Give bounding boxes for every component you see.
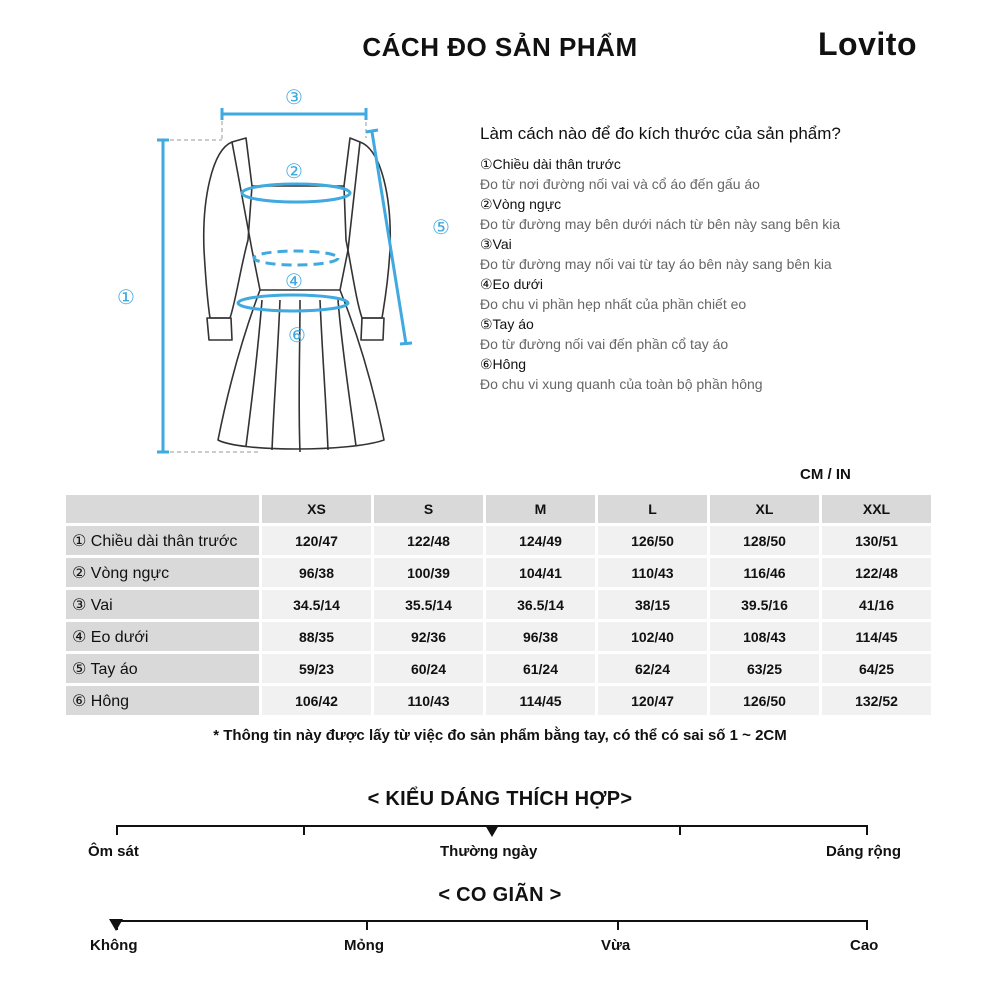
table-cell: 120/47: [262, 526, 371, 555]
label-4: ④: [285, 269, 303, 293]
table-cell: 130/51: [822, 526, 931, 555]
unit-label: CM / IN: [800, 466, 851, 483]
table-cell: 122/48: [822, 558, 931, 587]
table-cell: 114/45: [822, 622, 931, 651]
table-cell: 116/46: [710, 558, 819, 587]
instruction-item: [480, 314, 960, 354]
table-cell: 114/45: [486, 686, 595, 715]
row-label: ② Vòng ngực: [66, 558, 259, 587]
table-cell: 126/50: [710, 686, 819, 715]
stretch-scale-line: [116, 920, 868, 922]
table-cell: 126/50: [598, 526, 707, 555]
dress-diagram: [90, 80, 470, 470]
label-5: ⑤: [432, 215, 450, 239]
fit-scale-title: < KIỂU DÁNG THÍCH HỢP>: [367, 788, 633, 810]
size-header: M: [486, 495, 595, 523]
row-label: ⑤ Tay áo: [66, 654, 259, 683]
table-cell: 132/52: [822, 686, 931, 715]
instruction-name: ④Eo dưới: [480, 276, 544, 292]
table-cell: 120/47: [598, 686, 707, 715]
label-1: ①: [117, 285, 135, 309]
brand-logo: Lovito: [818, 26, 917, 62]
row-label: ⑥ Hông: [66, 686, 259, 715]
table-cell: 92/36: [374, 622, 483, 651]
table-cell: 104/41: [486, 558, 595, 587]
table-cell: 122/48: [374, 526, 483, 555]
table-cell: 110/43: [374, 686, 483, 715]
table-cell: 38/15: [598, 590, 707, 619]
size-header: XL: [710, 495, 819, 523]
table-cell: 108/43: [710, 622, 819, 651]
table-row: [66, 558, 931, 587]
table-cell: 60/24: [374, 654, 483, 683]
instruction-item: [480, 154, 960, 194]
fit-scale-tick: [866, 825, 868, 835]
table-row: [66, 590, 931, 619]
size-header: L: [598, 495, 707, 523]
row-label: ① Chiều dài thân trước: [66, 526, 259, 555]
table-row: [66, 654, 931, 683]
size-header: S: [374, 495, 483, 523]
table-cell: 59/23: [262, 654, 371, 683]
instruction-desc: Đo chu vi phần hẹp nhất của phần chiết eo: [480, 296, 747, 312]
table-cell: 63/25: [710, 654, 819, 683]
table-row: [66, 686, 931, 715]
table-cell: 35.5/14: [374, 590, 483, 619]
label-6: ⑥: [288, 323, 306, 347]
instructions-question: Làm cách nào để đo kích thước của sản phẩm?: [480, 124, 841, 143]
table-cell: 64/25: [822, 654, 931, 683]
instruction-desc: Đo từ đường nối vai đến phần cổ tay áo: [480, 336, 729, 352]
size-table: [63, 492, 934, 718]
instruction-name: ⑥Hông: [480, 356, 527, 372]
row-label: ③ Vai: [66, 590, 259, 619]
fit-scale-tick: [679, 825, 681, 835]
measurement-note: * Thông tin này được lấy từ việc đo sản phẩm bằng tay, có thể có sai số 1 ~ 2CM: [213, 727, 787, 744]
fit-scale-tick: [303, 825, 305, 835]
stretch-scale-tick: [617, 920, 619, 930]
instruction-desc: Đo chu vi xung quanh của toàn bộ phần hông: [480, 376, 763, 392]
table-cell: 96/38: [486, 622, 595, 651]
stretch-label: Không: [90, 937, 138, 954]
stretch-label: Cao: [850, 937, 879, 954]
table-cell: 36.5/14: [486, 590, 595, 619]
label-2: ②: [285, 159, 303, 183]
table-cell: 39.5/16: [710, 590, 819, 619]
instruction-desc: Đo từ đường may nối vai từ tay áo bên này sang bên kia: [480, 256, 832, 272]
stretch-selected-marker-icon: [109, 919, 123, 931]
table-cell: 124/49: [486, 526, 595, 555]
stretch-scale-title: < CO GIÃN >: [438, 884, 562, 906]
instruction-item: [480, 194, 960, 234]
table-row: [66, 622, 931, 651]
instruction-item: [480, 274, 960, 314]
table-corner: [66, 495, 259, 523]
instruction-desc: Đo từ đường may bên dưới nách từ bên này sang bên kia: [480, 216, 841, 232]
stretch-scale-tick: [866, 920, 868, 930]
table-cell: 106/42: [262, 686, 371, 715]
stretch-label: Mỏng: [344, 937, 384, 954]
label-3: ③: [285, 85, 303, 109]
instruction-name: ③Vai: [480, 236, 512, 252]
measure-instructions: [480, 124, 960, 394]
instruction-item: [480, 234, 960, 274]
fit-selected-marker-icon: [485, 825, 499, 837]
table-cell: 128/50: [710, 526, 819, 555]
table-cell: 100/39: [374, 558, 483, 587]
instruction-name: ②Vòng ngực: [480, 196, 562, 212]
table-header-row: [66, 495, 931, 523]
table-cell: 88/35: [262, 622, 371, 651]
stretch-label: Vừa: [601, 937, 631, 954]
stretch-scale-tick: [366, 920, 368, 930]
table-cell: 61/24: [486, 654, 595, 683]
fit-label: Dáng rộng: [826, 843, 901, 860]
table-cell: 34.5/14: [262, 590, 371, 619]
page-title: CÁCH ĐO SẢN PHẨM: [362, 32, 638, 62]
fit-label: Ôm sát: [88, 843, 139, 860]
table-cell: 110/43: [598, 558, 707, 587]
fit-label: Thường ngày: [440, 843, 538, 860]
instruction-item: [480, 354, 960, 394]
table-cell: 41/16: [822, 590, 931, 619]
fit-scale-tick: [116, 825, 118, 835]
instruction-name: ⑤Tay áo: [480, 316, 534, 332]
table-row: [66, 526, 931, 555]
size-header: XXL: [822, 495, 931, 523]
table-cell: 62/24: [598, 654, 707, 683]
instruction-desc: Đo từ nơi đường nối vai và cổ áo đến gấu áo: [480, 176, 760, 192]
table-cell: 102/40: [598, 622, 707, 651]
table-cell: 96/38: [262, 558, 371, 587]
instruction-name: ①Chiều dài thân trước: [480, 156, 621, 172]
size-header: XS: [262, 495, 371, 523]
row-label: ④ Eo dưới: [66, 622, 259, 651]
